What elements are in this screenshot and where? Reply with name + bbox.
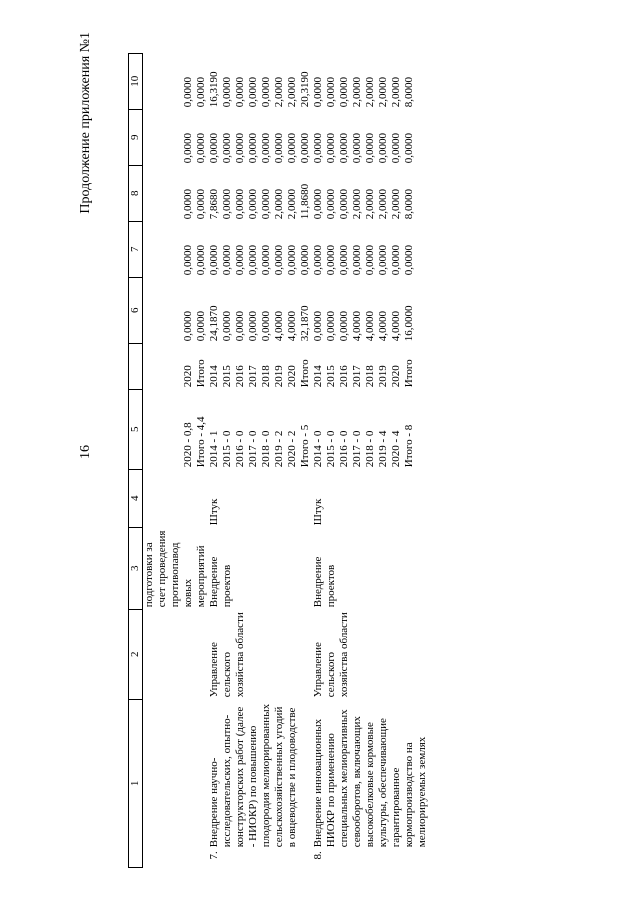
col6-cell: 24,1870 0,0000 0,0000 0,0000 0,0000 4,0000 4,0000 32,1870 xyxy=(208,305,311,342)
column-header-2: 2 xyxy=(129,609,143,699)
target-cell: 2020 - 0,8 Итого - 4,4 xyxy=(182,416,207,468)
col10-cell: 16,3190 0,0000 0,0000 0,0000 0,0000 2,0000 2,0000 20,3190 xyxy=(208,71,311,108)
column-header-7: 7 xyxy=(129,221,143,277)
col10-cell: 0,0000 0,0000 0,0000 2,0000 2,0000 2,0000 2,0000 8,0000 xyxy=(312,77,415,108)
row-number: 8. xyxy=(312,851,324,860)
column-header-3: 3 xyxy=(129,527,143,609)
document-page xyxy=(40,12,600,892)
measure-name: Внедрение научно-исследовательских, опытно-конструкторских работ (далее - НИОКР) по повышению плодородия мелиорированных сельскохозяйственных угодий в овцеводстве и плодоводстве xyxy=(208,703,298,848)
unit-cell: Штук xyxy=(208,498,220,526)
indicator-cell: Внедрение проектов xyxy=(208,556,233,608)
col6-cell: 0,0000 0,0000 xyxy=(182,311,207,342)
measure-continuation: подготовки за счет проведения противопавод ковых мероприятий xyxy=(143,530,207,608)
years-cell: 2014 2015 2016 2017 2018 2019 2020 Итого xyxy=(312,359,415,388)
executor-cell: Управление сельского хозяйства области xyxy=(312,612,350,698)
executor-cell: Управление сельского хозяйства области xyxy=(208,612,246,698)
column-header-years xyxy=(129,343,143,389)
col10-cell: 0,0000 0,0000 xyxy=(182,77,207,108)
target-cell: 2014 - 1 2015 - 0 2016 - 0 2017 - 0 2018 - 0 2019 - 2 2020 - 2 Итого - 5 xyxy=(208,424,311,468)
col8-cell: 7,8680 0,0000 0,0000 0,0000 0,0000 2,0000 2,0000 11,8680 xyxy=(208,183,311,220)
page-number: 16 xyxy=(78,445,93,459)
program-table xyxy=(128,53,429,868)
column-header-5: 5 xyxy=(129,389,143,469)
table-row-continuation xyxy=(143,53,209,867)
column-header-1: 1 xyxy=(129,699,143,867)
table-row-8 xyxy=(312,53,429,867)
col9-cell: 0,0000 0,0000 0,0000 0,0000 0,0000 0,0000 0,0000 0,0000 xyxy=(312,133,415,164)
target-cell: 2014 - 0 2015 - 0 2016 - 0 2017 - 0 2018 - 0 2019 - 4 2020 - 4 Итого - 8 xyxy=(312,424,415,468)
column-header-4: 4 xyxy=(129,469,143,527)
continuation-label: Продолжение приложения №1 xyxy=(78,32,93,214)
col6-cell: 0,0000 0,0000 0,0000 4,0000 4,0000 4,0000 4,0000 16,0000 xyxy=(312,305,415,342)
col7-cell: 0,0000 0,0000 0,0000 0,0000 0,0000 0,0000 0,0000 0,0000 xyxy=(208,245,311,276)
column-header-8: 8 xyxy=(129,165,143,221)
years-cell: 2014 2015 2016 2017 2018 2019 2020 Итого xyxy=(208,359,311,388)
row-number: 7. xyxy=(208,851,220,860)
col9-cell: 0,0000 0,0000 xyxy=(182,133,207,164)
years-cell: 2020 Итого xyxy=(182,359,207,388)
column-number-row xyxy=(129,53,143,867)
column-header-10: 10 xyxy=(129,53,143,109)
table-row-7 xyxy=(208,53,312,867)
col7-cell: 0,0000 0,0000 0,0000 0,0000 0,0000 0,0000 0,0000 0,0000 xyxy=(312,245,415,276)
col7-cell: 0,0000 0,0000 xyxy=(182,245,207,276)
col8-cell: 0,0000 0,0000 xyxy=(182,189,207,220)
col8-cell: 0,0000 0,0000 0,0000 2,0000 2,0000 2,0000 2,0000 8,0000 xyxy=(312,189,415,220)
column-header-6: 6 xyxy=(129,277,143,343)
indicator-cell: Внедрение проектов xyxy=(312,556,337,608)
measure-name: Внедрение инновационных НИОКР по применению специальных мелиоративных севооборотов, включающих высокобелковые кормовые культуры, обеспечивающие гарантированное кормопроизводство на мелиорируемых землях xyxy=(312,709,428,848)
unit-cell: Штук xyxy=(312,498,324,526)
col9-cell: 0,0000 0,0000 0,0000 0,0000 0,0000 0,0000 0,0000 0,0000 xyxy=(208,133,311,164)
column-header-9: 9 xyxy=(129,109,143,165)
